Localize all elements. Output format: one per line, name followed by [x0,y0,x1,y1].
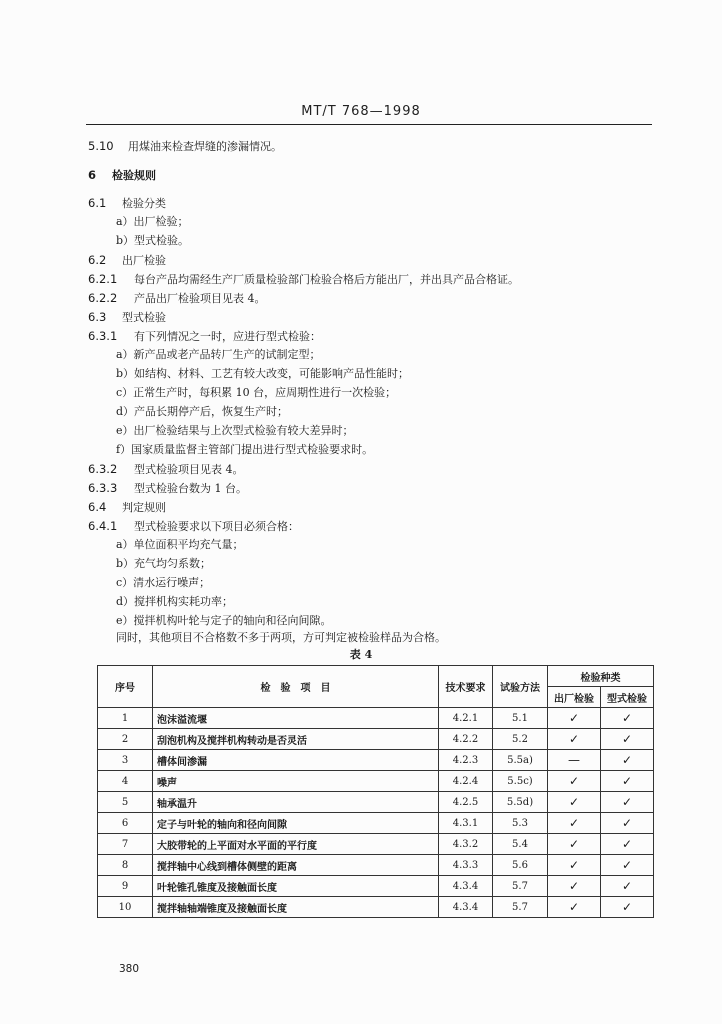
cell-test-method: 5.5a) [493,750,548,771]
header-test-method: 试验方法 [493,666,548,708]
table-row [98,834,654,855]
cell-type-mark: ✓ [601,813,654,834]
list-item: b）如结构、材料、工艺有较大改变，可能影响产品性能时； [116,367,410,380]
list-item: d）搅拌机构实耗功率； [116,595,234,608]
cell-factory-mark: ✓ [548,876,601,897]
cell-factory-mark: — [548,750,601,771]
inspection-items-table [97,665,654,918]
clause-5-10 [88,138,282,155]
cell-type-mark: ✓ [601,855,654,876]
page-number: 380 [119,963,140,975]
clause-text: 出厂检验 [122,254,166,267]
clause-number: 6.2.1 [88,272,118,286]
cell-type-mark: ✓ [601,750,654,771]
list-item: d）产品长期停产后，恢复生产时； [116,405,289,418]
paragraph-conclusion: 同时，其他项目不合格数不多于两项，方可判定被检验样品为合格。 [116,631,446,644]
cell-type-mark: ✓ [601,834,654,855]
cell-item: 搅拌轴中心线到槽体侧壁的距离 [153,855,439,876]
clause-6-3-3 [88,480,247,497]
cell-item: 搅拌轴轴端锥度及接触面长度 [153,897,439,918]
cell-seq: 10 [98,897,153,918]
list-item: a）新产品或老产品转厂生产的试制定型； [116,348,321,361]
table-row [98,897,654,918]
cell-item: 大胶带轮的上平面对水平面的平行度 [153,834,439,855]
table-caption: 表 4 [349,648,373,661]
table-row [98,813,654,834]
clause-text: 判定规则 [122,501,166,514]
cell-item: 槽体间渗漏 [153,750,439,771]
list-item: b）充气均匀系数； [116,557,212,570]
cell-seq: 9 [98,876,153,897]
list-item: e）出厂检验结果与上次型式检验有较大差异时； [116,424,354,437]
cell-test-method: 5.6 [493,855,548,876]
clause-text: 每台产品均需经生产厂质量检验部门检验合格后方能出厂，并出具产品合格证。 [134,273,519,286]
list-item: c）正常生产时，每积累 10 台，应周期性进行一次检验； [116,386,397,399]
cell-item: 噪声 [153,771,439,792]
clause-6-2-1 [88,271,519,288]
clause-text: 型式检验要求以下项目必须合格： [134,520,299,533]
cell-test-method: 5.7 [493,876,548,897]
cell-item: 刮泡机构及搅拌机构转动是否灵活 [153,729,439,750]
table-row [98,855,654,876]
clause-6-1 [88,195,166,212]
clause-6-4-1 [88,518,299,535]
list-item: e）搅拌机构叶轮与定子的轴向和径向间隙。 [116,614,332,627]
cell-seq: 3 [98,750,153,771]
cell-test-method: 5.7 [493,897,548,918]
clause-number: 6.1 [88,196,107,210]
cell-requirement: 4.3.4 [439,897,493,918]
clause-number: 6.2 [88,253,107,267]
header-factory-inspection: 出厂检验 [548,687,601,708]
cell-factory-mark: ✓ [548,708,601,729]
cell-seq: 4 [98,771,153,792]
clause-number: 6.2.2 [88,291,118,305]
clause-number: 6.4.1 [88,519,118,533]
header-seq: 序号 [98,666,153,708]
list-item: f）国家质量监督主管部门提出进行型式检验要求时。 [116,443,374,456]
clause-6-2 [88,252,166,269]
clause-number: 5.10 [88,139,114,153]
cell-type-mark: ✓ [601,771,654,792]
cell-type-mark: ✓ [601,792,654,813]
cell-factory-mark: ✓ [548,834,601,855]
cell-test-method: 5.5d) [493,792,548,813]
cell-type-mark: ✓ [601,897,654,918]
table-row [98,771,654,792]
cell-test-method: 5.1 [493,708,548,729]
cell-factory-mark: ✓ [548,792,601,813]
section-title: 检验规则 [112,169,156,182]
list-item: b）型式检验。 [116,234,190,247]
cell-requirement: 4.3.3 [439,855,493,876]
cell-type-mark: ✓ [601,708,654,729]
cell-test-method: 5.5c) [493,771,548,792]
cell-requirement: 4.2.5 [439,792,493,813]
clause-text: 产品出厂检验项目见表 4。 [134,292,266,305]
cell-seq: 7 [98,834,153,855]
clause-text: 有下列情况之一时，应进行型式检验： [134,330,321,343]
clause-text: 型式检验项目见表 4。 [134,463,244,476]
cell-factory-mark: ✓ [548,729,601,750]
cell-factory-mark: ✓ [548,813,601,834]
section-6-heading [88,167,156,184]
cell-seq: 5 [98,792,153,813]
cell-item: 定子与叶轮的轴向和径向间隙 [153,813,439,834]
clause-number: 6.3.1 [88,329,118,343]
cell-test-method: 5.4 [493,834,548,855]
cell-factory-mark: ✓ [548,897,601,918]
clause-text: 型式检验台数为 1 台。 [134,482,247,495]
clause-6-2-2 [88,290,266,307]
cell-seq: 2 [98,729,153,750]
clause-text: 用煤油来检查焊缝的渗漏情况。 [128,140,282,153]
cell-requirement: 4.3.1 [439,813,493,834]
table-row [98,708,654,729]
clause-6-3-1 [88,328,321,345]
cell-requirement: 4.2.4 [439,771,493,792]
section-number: 6 [88,168,97,182]
clause-text: 检验分类 [122,197,166,210]
document-header: MT/T 768—1998 [301,104,421,119]
clause-6-3-2 [88,461,244,478]
clause-number: 6.4 [88,500,107,514]
clause-number: 6.3.3 [88,481,118,495]
cell-factory-mark: ✓ [548,855,601,876]
clause-number: 6.3 [88,310,107,324]
cell-item: 叶轮锥孔锥度及接触面长度 [153,876,439,897]
cell-factory-mark: ✓ [548,771,601,792]
list-item: a）单位面积平均充气量； [116,538,244,551]
table-row [98,876,654,897]
clause-number: 6.3.2 [88,462,118,476]
header-type-inspection: 型式检验 [601,687,654,708]
clause-6-4 [88,499,166,516]
cell-item: 泡沫溢流堰 [153,708,439,729]
clause-6-3 [88,309,166,326]
table-row [98,729,654,750]
cell-seq: 8 [98,855,153,876]
cell-requirement: 4.2.3 [439,750,493,771]
cell-seq: 6 [98,813,153,834]
cell-type-mark: ✓ [601,729,654,750]
cell-requirement: 4.2.1 [439,708,493,729]
clause-text: 型式检验 [122,311,166,324]
cell-item: 轴承温升 [153,792,439,813]
cell-test-method: 5.3 [493,813,548,834]
header-requirement: 技术要求 [439,666,493,708]
list-item: c）清水运行噪声； [116,576,211,589]
header-inspection-kind: 检验种类 [548,666,654,687]
cell-requirement: 4.2.2 [439,729,493,750]
cell-seq: 1 [98,708,153,729]
cell-requirement: 4.3.2 [439,834,493,855]
header-rule [86,124,652,125]
cell-type-mark: ✓ [601,876,654,897]
header-item: 检 验 项 目 [153,666,439,708]
cell-requirement: 4.3.4 [439,876,493,897]
cell-test-method: 5.2 [493,729,548,750]
table-row [98,750,654,771]
list-item: a）出厂检验； [116,215,189,228]
table-row [98,792,654,813]
